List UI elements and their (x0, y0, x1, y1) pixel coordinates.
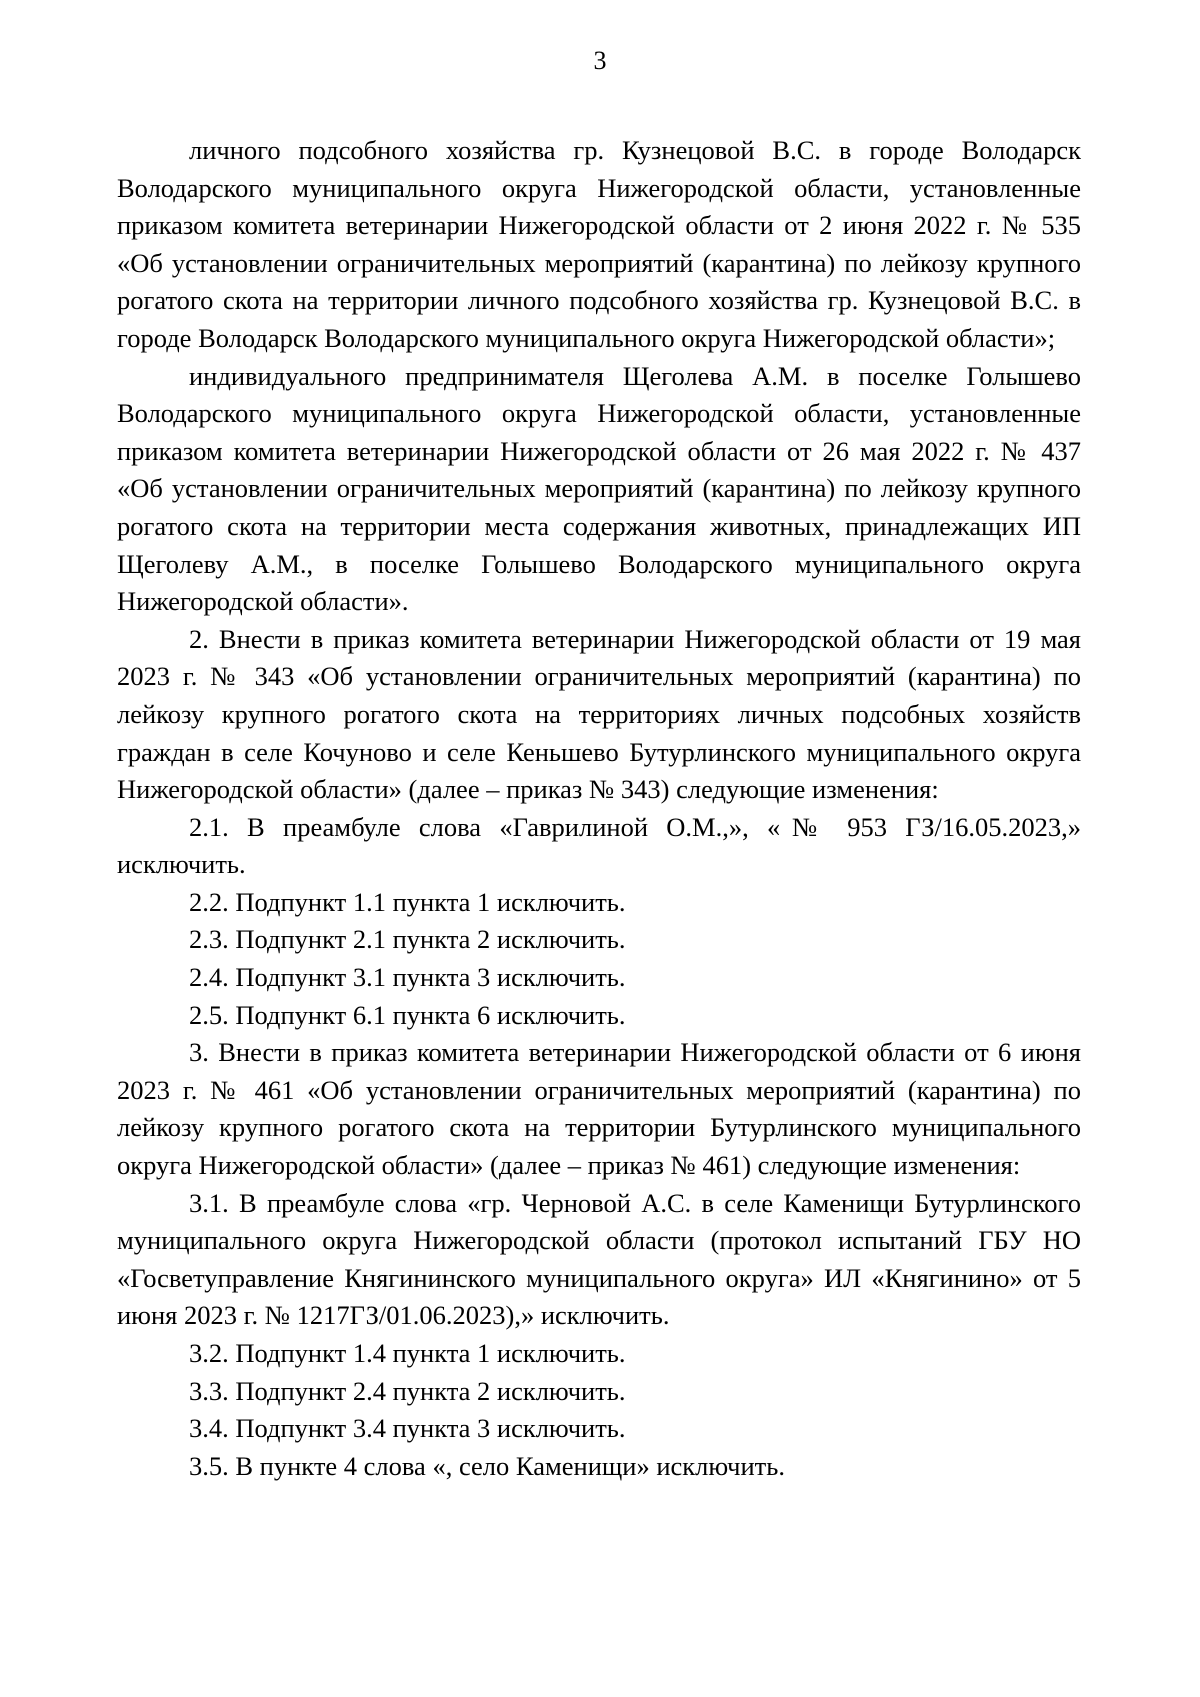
paragraph-item-2-1: 2.1. В преамбуле слова «Гаврилиной О.М.,», «№ 953 ГЗ/16.05.2023,» исключить. (117, 811, 1081, 880)
paragraph-shchegolev: индивидуального предпринимателя Щеголева А.М. в поселке Голышево Володарского муниципального округа Нижегородской области, установленные приказом комитета ветеринарии Нижегородской области от 26 мая 2022 г. № 437 «Об установлении ограничительных мероприятий (карантина) по лейкозу крупного рогатого скота на территории места содержания животных, принадлежащих ИП Щеголеву А.М., в поселке Голышево Володарского муниципального округа Нижегородской области». (117, 360, 1081, 617)
paragraph-item-2-2: 2.2. Подпункт 1.1 пункта 1 исключить. (189, 886, 626, 917)
paragraph-item-2-3: 2.3. Подпункт 2.1 пункта 2 исключить. (189, 924, 626, 955)
page-number: 3 (593, 46, 607, 75)
paragraph-kuznetsova: личного подсобного хозяйства гр. Кузнецовой В.С. в городе Володарск Володарского муниципального округа Нижегородской области, установленные приказом комитета ветеринарии Нижегородской области от 2 июня 2022 г. № 535 «Об установлении ограничительных мероприятий (карантина) по лейкозу крупного рогатого скота на территории личного подсобного хозяйства гр. Кузнецовой В.С. в городе Володарск Володарского муниципального округа Нижегородской области»; (117, 135, 1081, 353)
paragraph-item-3-1: 3.1. В преамбуле слова «гр. Черновой А.С. в селе Каменищи Бутурлинского муниципального округа Нижегородской области (протокол испытаний ГБУ НО «Госветуправление Княгининского муниципального округа» ИЛ «Княгинино» от 5 июня 2023 г. № 1217ГЗ/01.06.2023),» исключить. (117, 1187, 1081, 1331)
paragraph-item-3-3: 3.3. Подпункт 2.4 пункта 2 исключить. (189, 1375, 626, 1406)
paragraph-item-3-2: 3.2. Подпункт 1.4 пункта 1 исключить. (189, 1338, 626, 1368)
paragraph-item-3-4: 3.4. Подпункт 3.4 пункта 3 исключить. (189, 1413, 626, 1444)
paragraph-item-3-5: 3.5. В пункте 4 слова «, село Каменищи» исключить. (189, 1450, 785, 1481)
paragraph-item-2: 2. Внести в приказ комитета ветеринарии Нижегородской области от 19 мая 2023 г. № 343 «Об установлении ограничительных мероприятий (карантина) по лейкозу крупного рогатого скота на территориях личных подсобных хозяйств граждан в селе Кочуново и селе Кеньшево Бутурлинского муниципального округа Нижегородской области» (далее – приказ № 343) следующие изменения: (117, 623, 1081, 805)
paragraph-item-2-4: 2.4. Подпункт 3.1 пункта 3 исключить. (189, 962, 626, 993)
paragraph-item-2-5: 2.5. Подпункт 6.1 пункта 6 исключить. (189, 999, 626, 1030)
paragraph-item-3: 3. Внести в приказ комитета ветеринарии Нижегородской области от 6 июня 2023 г. № 461 «Об установлении ограничительных мероприятий (карантина) по лейкозу крупного рогатого скота на территории Бутурлинского муниципального округа Нижегородской области» (далее – приказ № 461) следующие изменения: (117, 1037, 1081, 1181)
document-body (117, 132, 1081, 1485)
